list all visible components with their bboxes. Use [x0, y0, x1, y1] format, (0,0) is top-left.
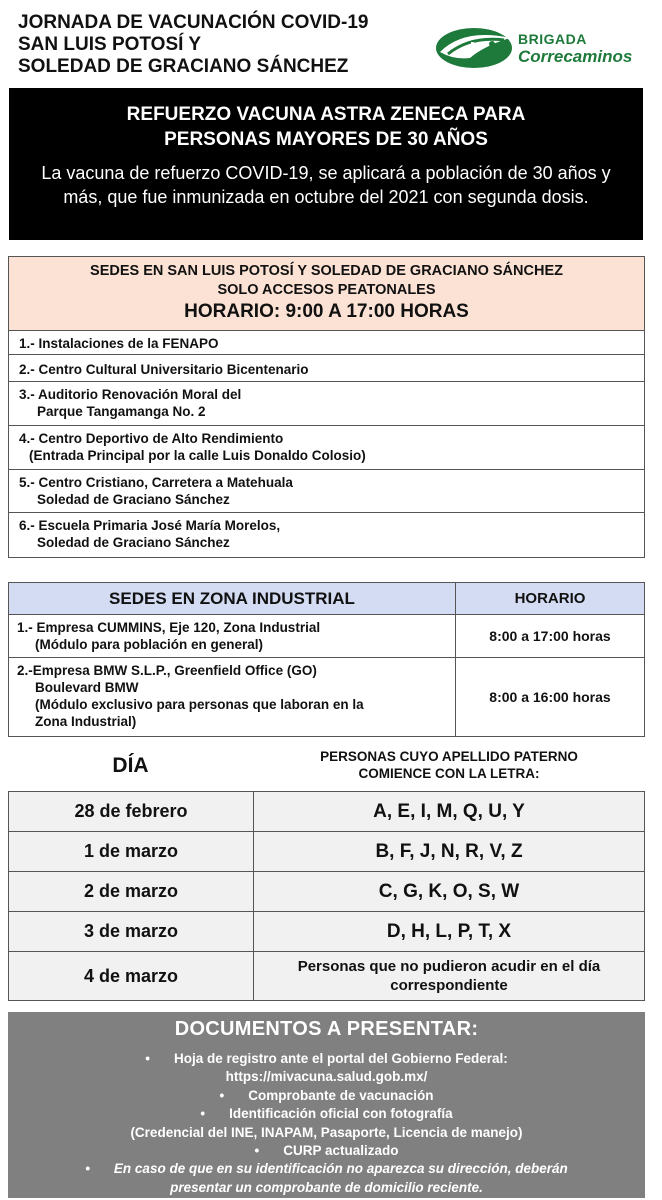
documento-item	[16, 1105, 637, 1123]
zona-row	[9, 615, 644, 658]
zona-horario: 8:00 a 16:00 horas	[489, 689, 611, 705]
calendario-row	[9, 912, 644, 952]
sedes-header	[9, 257, 644, 331]
documento-line: Comprobante de vacunación	[248, 1087, 434, 1103]
zona-industrial-table	[8, 582, 645, 737]
calendario-row	[9, 952, 644, 1000]
calendario-dia: 4 de marzo	[9, 952, 254, 1000]
bullet-icon: •	[85, 1161, 90, 1177]
calendario-dia: 28 de febrero	[9, 792, 254, 831]
calendario-header	[8, 744, 645, 790]
documento-item	[16, 1087, 637, 1105]
bullet-icon: •	[219, 1087, 225, 1103]
sede-detail: Soledad de Graciano Sánchez	[37, 535, 230, 550]
documento-item	[16, 1050, 637, 1068]
documento-item-cont	[16, 1124, 637, 1142]
roadrunner-logo-icon	[434, 22, 514, 78]
calendario-dia: 2 de marzo	[9, 872, 254, 911]
sedes-heading-line-1: SEDES EN SAN LUIS POTOSÍ Y SOLEDAD DE GRACIANO SÁNCHEZ	[90, 263, 563, 279]
documento-item	[16, 1160, 637, 1178]
banner-title	[9, 102, 643, 152]
banner-title-line-2: PERSONAS MAYORES DE 30 AÑOS	[164, 129, 488, 150]
calendario-letras: D, H, L, P, T, X	[386, 920, 512, 942]
calendario-table	[8, 791, 645, 1001]
sede-name: 2.- Centro Cultural Universitario Bicentenario	[19, 362, 309, 377]
calendario-col-letras	[253, 748, 645, 782]
zona-header	[9, 583, 644, 615]
calendario-letras: C, G, K, O, S, W	[378, 880, 520, 902]
documentos-title: DOCUMENTOS A PRESENTAR:	[174, 1018, 479, 1040]
documentos-section	[8, 1012, 645, 1198]
zona-sede-line: 2.-Empresa BMW S.L.P., Greenfield Office (GO)	[17, 663, 317, 678]
brigada-logo	[434, 22, 654, 78]
sedes-horario: HORARIO: 9:00 A 17:00 HORAS	[184, 301, 469, 322]
documento-item	[16, 1142, 637, 1160]
title-line-2: SAN LUIS POTOSÍ Y	[18, 34, 202, 55]
sede-row	[9, 355, 644, 382]
bullet-icon: •	[200, 1106, 206, 1122]
sede-name: 3.- Auditorio Renovación Moral del	[19, 387, 242, 402]
sede-row	[9, 426, 644, 470]
sede-name: 6.- Escuela Primaria José María Morelos,	[19, 518, 281, 533]
logo-text-brigada: BRIGADA	[518, 31, 587, 47]
zona-sede-line: Boulevard BMW	[35, 680, 139, 695]
logo-text-correcaminos: Correcaminos	[518, 47, 633, 66]
calendario-letras: A, E, I, M, Q, U, Y	[373, 800, 525, 822]
header	[0, 0, 662, 86]
calendario-row	[9, 832, 644, 872]
zona-row	[9, 658, 644, 736]
sede-detail: Parque Tangamanga No. 2	[37, 404, 206, 419]
documento-item-cont	[16, 1068, 637, 1086]
banner-title-line-1: REFUERZO VACUNA ASTRA ZENECA PARA	[126, 104, 526, 125]
documento-line: Identificación oficial con fotografía	[229, 1106, 453, 1122]
zona-horario: 8:00 a 17:00 horas	[489, 628, 611, 644]
calendario-dia: 3 de marzo	[9, 912, 254, 951]
zona-col-horario: HORARIO	[514, 590, 586, 607]
documento-line: presentar un comprobante de domicilio reciente.	[170, 1179, 483, 1195]
bullet-icon: •	[254, 1143, 260, 1159]
sede-name: 5.- Centro Cristiano, Carretera a Matehuala	[19, 475, 293, 490]
title-line-3: SOLEDAD DE GRACIANO SÁNCHEZ	[18, 56, 349, 77]
documento-line: Hoja de registro ante el portal del Gobierno Federal:	[173, 1051, 508, 1066]
documento-link: https://mivacuna.salud.gob.mx/	[225, 1069, 428, 1085]
calendario-letras: B, F, J, N, R, V, Z	[375, 840, 523, 862]
sede-row	[9, 331, 644, 355]
calendario-col-dia: DÍA	[112, 754, 149, 777]
zona-sede-line: (Módulo exclusivo para personas que laboran en la	[35, 697, 364, 712]
sede-detail: Soledad de Graciano Sánchez	[37, 492, 230, 507]
calendario-row	[9, 792, 644, 832]
title-line-1: JORNADA DE VACUNACIÓN COVID-19	[18, 12, 369, 33]
bullet-icon: •	[145, 1051, 150, 1066]
zona-sede-line: Zona Industrial)	[35, 714, 137, 729]
calendario-col-letras-line-2: COMIENCE CON LA LETRA:	[358, 766, 540, 781]
sede-row	[9, 470, 644, 513]
calendario-row	[9, 872, 644, 912]
calendario-dia: 1 de marzo	[9, 832, 254, 871]
sede-row	[9, 513, 644, 557]
zona-sede-line: (Módulo para población en general)	[35, 637, 264, 652]
zona-col-sedes: SEDES EN ZONA INDUSTRIAL	[9, 583, 456, 614]
documento-line: En caso de que en su identificación no aparezca su dirección, deberán	[113, 1161, 568, 1177]
sede-name: 4.- Centro Deportivo de Alto Rendimiento	[19, 431, 284, 446]
calendario-letras: Personas que no pudieron acudir en el día correspondiente	[297, 958, 601, 994]
zona-sede	[9, 658, 456, 736]
sede-name: 1.- Instalaciones de la FENAPO	[19, 336, 219, 351]
sede-row	[9, 382, 644, 426]
documento-line: CURP actualizado	[283, 1143, 399, 1159]
page-title	[18, 12, 368, 78]
documento-item-cont	[16, 1179, 637, 1197]
zona-sede	[9, 615, 456, 657]
booster-banner	[9, 88, 643, 240]
sedes-table	[8, 256, 645, 558]
sedes-heading-line-2: SOLO ACCESOS PEATONALES	[217, 282, 436, 298]
banner-description: La vacuna de refuerzo COVID-19, se aplicará a población de 30 años y más, que fue inmunizada en octubre del 2021 con segunda dosis.	[41, 163, 611, 207]
documentos-list	[16, 1050, 637, 1197]
sede-detail: (Entrada Principal por la calle Luis Donaldo Colosio)	[29, 448, 366, 463]
documento-line: (Credencial del INE, INAPAM, Pasaporte, Licencia de manejo)	[130, 1124, 523, 1140]
calendario-col-letras-line-1: PERSONAS CUYO APELLIDO PATERNO	[320, 749, 578, 764]
zona-sede-line: 1.- Empresa CUMMINS, Eje 120, Zona Industrial	[17, 620, 321, 635]
